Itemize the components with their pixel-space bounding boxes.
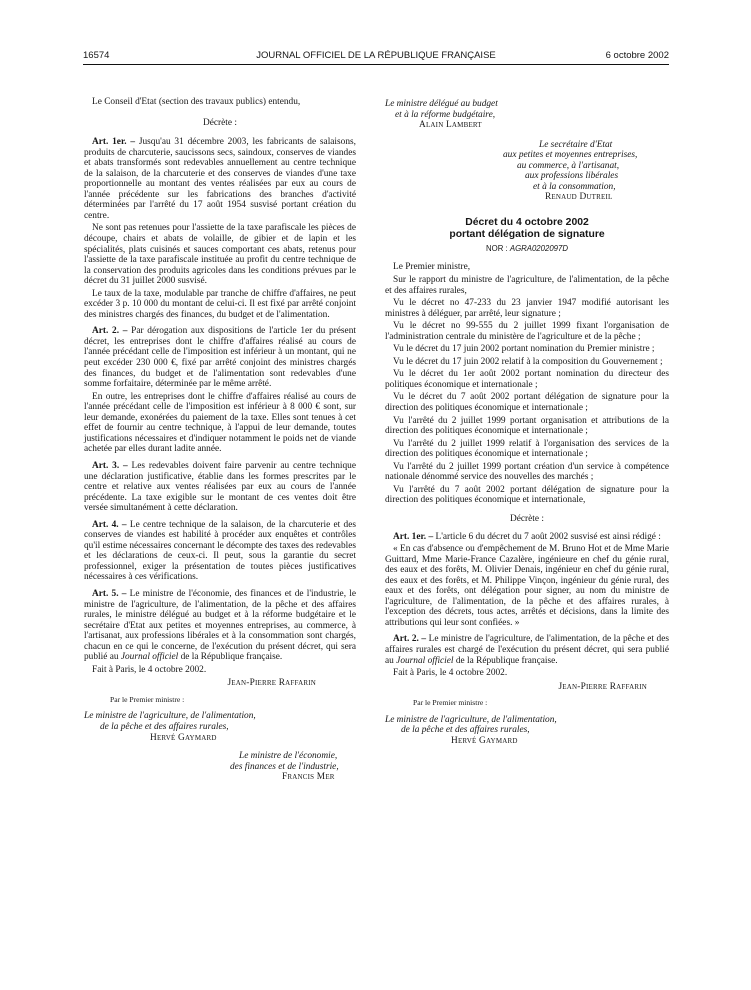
article-4-text: Le centre technique de la salaison, de la charcuterie et des conserves de viandes est habilité à procéder aux enquêtes et contrôles qu'il estime nécessaires concernant le décompte des taxes des redevables et les déclarations de ceux-ci. Il peut, sous la garantie du secret professionnel, exiger la présentation de toutes pièces justificatives nécessaires à ces vérifications. — [84, 519, 356, 583]
page-header — [83, 50, 669, 65]
article-2-label: Art. 2. – — [92, 326, 128, 337]
sec-line-1: Le secrétaire d'Etat — [539, 139, 613, 150]
article-1-paragraph-3: Le taux de la taxe, modulable par tranche de chiffre d'affaires, ne peut excéder 3 p. 10 000 du montant de celui-ci. Il est fixé par arrêté conjoint des ministres chargés des finances, du budget et de l'alimentation. — [84, 288, 356, 320]
visa-2: Vu le décret no 47-233 du 23 janvier 1947 modifié autorisant les ministres à déléguer, par arrêté, leur signature ; — [385, 298, 669, 319]
right-signature-pm: Jean-Pierre Raffarin — [558, 681, 647, 692]
min-eco-line-2: des finances et de l'industrie, — [230, 761, 339, 772]
visa-6: Vu le décret du 1er août 2002 portant nomination du directeur des politiques économique et internationale ; — [385, 369, 669, 390]
article-1 — [84, 137, 356, 221]
article-1-label: Art. 1er. – — [92, 137, 136, 148]
sec-line-4: aux professions libérales — [525, 171, 619, 182]
journal-title: JOURNAL OFFICIEL DE LA RÉPUBLIQUE FRANÇAISE — [256, 50, 496, 61]
min-agri-line-2: de la pêche et des affaires rurales, — [100, 721, 229, 732]
min-budget-name: Alain Lambert — [419, 120, 482, 131]
issue-date: 6 octobre 2002 — [605, 50, 669, 61]
visa-11: Vu l'arrêté du 7 août 2002 portant délégation de signature pour la direction des politiques économique et internationale, — [385, 484, 669, 506]
right-article-2-journal: Journal officiel — [396, 655, 454, 666]
sec-line-3: au commerce, à l'artisanat, — [517, 160, 620, 171]
decrete-heading-2: Décrète : — [510, 513, 544, 524]
article-2-paragraph-2: En outre, les entreprises dont le chiffre d'affaires réalisé au cours de l'année précédant celle de l'imposition est inférieur à 8 000 € sont, sur leur demande, exonérées du paiement de la taxe. Elles sont tenues à cet effet de fournir au centre technique, à l'appui de leur demande, toutes justifications nécessaires et d'indiquer notamment le poids net de viande achetée par elles durant ladite année. — [84, 391, 356, 455]
visa-3: Vu le décret no 99-555 du 2 juillet 1999 fixant l'organisation de l'administration centrale du ministère de l'agriculture et de la pêche ; — [385, 321, 669, 342]
right-min-agri-name: Hervé Gaymard — [451, 735, 518, 746]
nor-label: NOR : — [486, 243, 508, 253]
article-5-text-a: Le ministre de l'économie, des finances et de l'industrie, le ministre de l'agriculture, de l'alimentation, de la pêche et des affaires rurales, le ministre délégué au budget et à la réforme budgétaire et le secrétaire d'Etat aux petites et moyennes entreprises, au commerce, à l'artisanat, aux professions libérales et à la consommation sont chargés, chacun en ce qui le concerne, de l'exécution du présent décret, qui sera publié au — [84, 588, 356, 663]
article-3-text: Les redevables doivent faire parvenir au centre technique une déclaration justificative, établie dans les formes prescrites par le centre et relative aux ventes réalisées par eux au cours de l'année précédente. La taxe exigible sur le montant de ces ventes doit être versée simultanément à cette déclaration. — [84, 460, 356, 514]
sec-name: Renaud Dutreil — [545, 192, 613, 203]
decrete-heading: Décrète : — [203, 117, 237, 128]
right-par-premier-ministre: Par le Premier ministre : — [413, 698, 488, 708]
min-budget-line-1: Le ministre délégué au budget — [385, 99, 498, 109]
sec-line-2: aux petites et moyennes entreprises, — [503, 150, 638, 161]
article-4 — [84, 520, 356, 583]
article-5 — [84, 589, 356, 663]
article-3 — [84, 461, 356, 514]
visa-1: Sur le rapport du ministre de l'agriculture, de l'alimentation, de la pêche et des affaires rurales, — [385, 275, 669, 296]
article-3-label: Art. 3. – — [92, 460, 128, 471]
right-article-1 — [385, 532, 669, 543]
article-2 — [84, 326, 356, 389]
page-number: 16574 — [83, 50, 110, 61]
article-2-text: Par dérogation aux dispositions de l'article 1er du présent décret, les entreprises dont le chiffre d'affaires réalisé au cours de l'année précédant celle de l'imposition est inférieur à un montant, qui ne peut excéder 230 000 €, fixé par arrêté conjoint des ministres chargés des finances, du budget et de l'alimentation sont redevables d'une somme forfaitaire, déterminée par le même arrêté. — [84, 326, 356, 390]
min-eco-line-1: Le ministre de l'économie, — [239, 751, 338, 762]
fait-a-paris: Fait à Paris, le 4 octobre 2002. — [92, 664, 207, 675]
min-agri-line-1: Le ministre de l'agriculture, de l'alimentation, — [84, 711, 256, 722]
par-premier-ministre: Par le Premier ministre : — [110, 694, 185, 704]
signature-pm: Jean-Pierre Raffarin — [227, 678, 316, 689]
article-5-text-b: de la République française. — [180, 652, 283, 663]
article-5-label: Art. 5. – — [92, 588, 127, 599]
visa-7: Vu le décret du 7 août 2002 portant délégation de signature pour la direction des politiques économique et internationale ; — [385, 392, 669, 414]
nor-code: AGRA0202097D — [509, 243, 568, 253]
right-min-agri-line-2: de la pêche et des affaires rurales, — [401, 725, 530, 736]
visa-4: Vu le décret du 17 juin 2002 portant nomination du Premier ministre ; — [393, 344, 655, 355]
visa-10: Vu l'arrêté du 2 juillet 1999 portant création d'un service à compétence nationale dénommé service des nouvelles des marchés ; — [385, 461, 669, 483]
left-column — [84, 97, 356, 783]
article-4-label: Art. 4. – — [92, 519, 127, 530]
right-article-2 — [385, 634, 669, 666]
delegation-quote: « En cas d'absence ou d'empêchement de M. Bruno Hot et de Mme Marie Guittard, Mme Marie-France Cazalère, ingénieure en chef du génie rural, des eaux et des forêts, M. Olivier Denais, ingénieur en chef du génie rural, des eaux et des forêts, et M. Philippe Vinçon, ingénieur du génie rural, des eaux et des forêts, ont délégation pour signer, au nom du ministre de l'agriculture, de l'alimentation, de la pêche et des affaires rurales, à l'exception des décrets, tous actes, arrêtés et décisions, dans la limite des attributions qui leur sont confiées. » — [385, 544, 669, 628]
right-article-2-text-b: de la République française. — [455, 655, 558, 666]
right-column — [385, 99, 669, 746]
nor-reference — [385, 244, 669, 255]
visa-8: Vu l'arrêté du 2 juillet 1999 portant organisation et attributions de la direction des politiques économique et internationale ; — [385, 415, 669, 437]
min-budget-line-2: et à la réforme budgétaire, — [395, 109, 496, 120]
article-5-journal: Journal officiel — [120, 652, 179, 663]
intro-paragraph: Le Conseil d'Etat (section des travaux publics) entendu, — [92, 97, 301, 107]
article-1-text: Jusqu'au 31 décembre 2003, les fabricants de salaisons, produits de charcuterie, saucissons secs, saindoux, conserves de viandes et abats transformés sont redevables annuellement au centre technique de la salaison, de la charcuterie et des conserves de viandes d'une taxe proportionnelle au montant des ventes réalisées par eux au cours de l'année précédente sur les fabrications des branches d'activité déterminées par l'arrêté du 17 août 1954 susvisé portant création du centre. — [84, 137, 356, 221]
right-min-agri-line-1: Le ministre de l'agriculture, de l'alimentation, — [385, 714, 557, 725]
decree-title — [385, 217, 669, 241]
article-1-paragraph-2: Ne sont pas retenues pour l'assiette de la taxe parafiscale les pièces de découpe, chairs et abats de volaille, de gibier et de lapin et les spécialités, plats cuisinés et sauces comportant ces abats, retenus pour l'assiette de la taxe parafiscale instituée au profit du centre technique de la conservation des produits agricoles dans les conditions prévues par le décret du 31 juillet 2000 susvisé. — [84, 223, 356, 287]
decree-title-line-2: portant délégation de signature — [449, 228, 605, 240]
decree-title-line-1: Décret du 4 octobre 2002 — [465, 216, 589, 228]
visa-9: Vu l'arrêté du 2 juillet 1999 relatif à l'organisation des services de la direction des politiques économique et internationale ; — [385, 438, 669, 460]
visa-5: Vu le décret du 17 juin 2002 relatif à la composition du Gouvernement ; — [393, 356, 663, 367]
premier-ministre: Le Premier ministre, — [393, 262, 471, 273]
min-agri-name: Hervé Gaymard — [150, 732, 217, 743]
right-article-2-text-a: Le ministre de l'agriculture, de l'alimentation, de la pêche et des affaires rurales est chargé de l'exécution du présent décret, qui sera publié au — [385, 634, 669, 666]
right-article-2-label: Art. 2. – — [393, 634, 427, 645]
right-article-1-label: Art. 1er. – — [393, 531, 434, 542]
min-eco-name: Francis Mer — [282, 772, 335, 783]
right-article-1-text: L'article 6 du décret du 7 août 2002 susvisé est ainsi rédigé : — [435, 531, 661, 542]
right-fait-a-paris: Fait à Paris, le 4 octobre 2002. — [393, 668, 508, 679]
sec-line-5: et à la consommation, — [533, 181, 616, 192]
